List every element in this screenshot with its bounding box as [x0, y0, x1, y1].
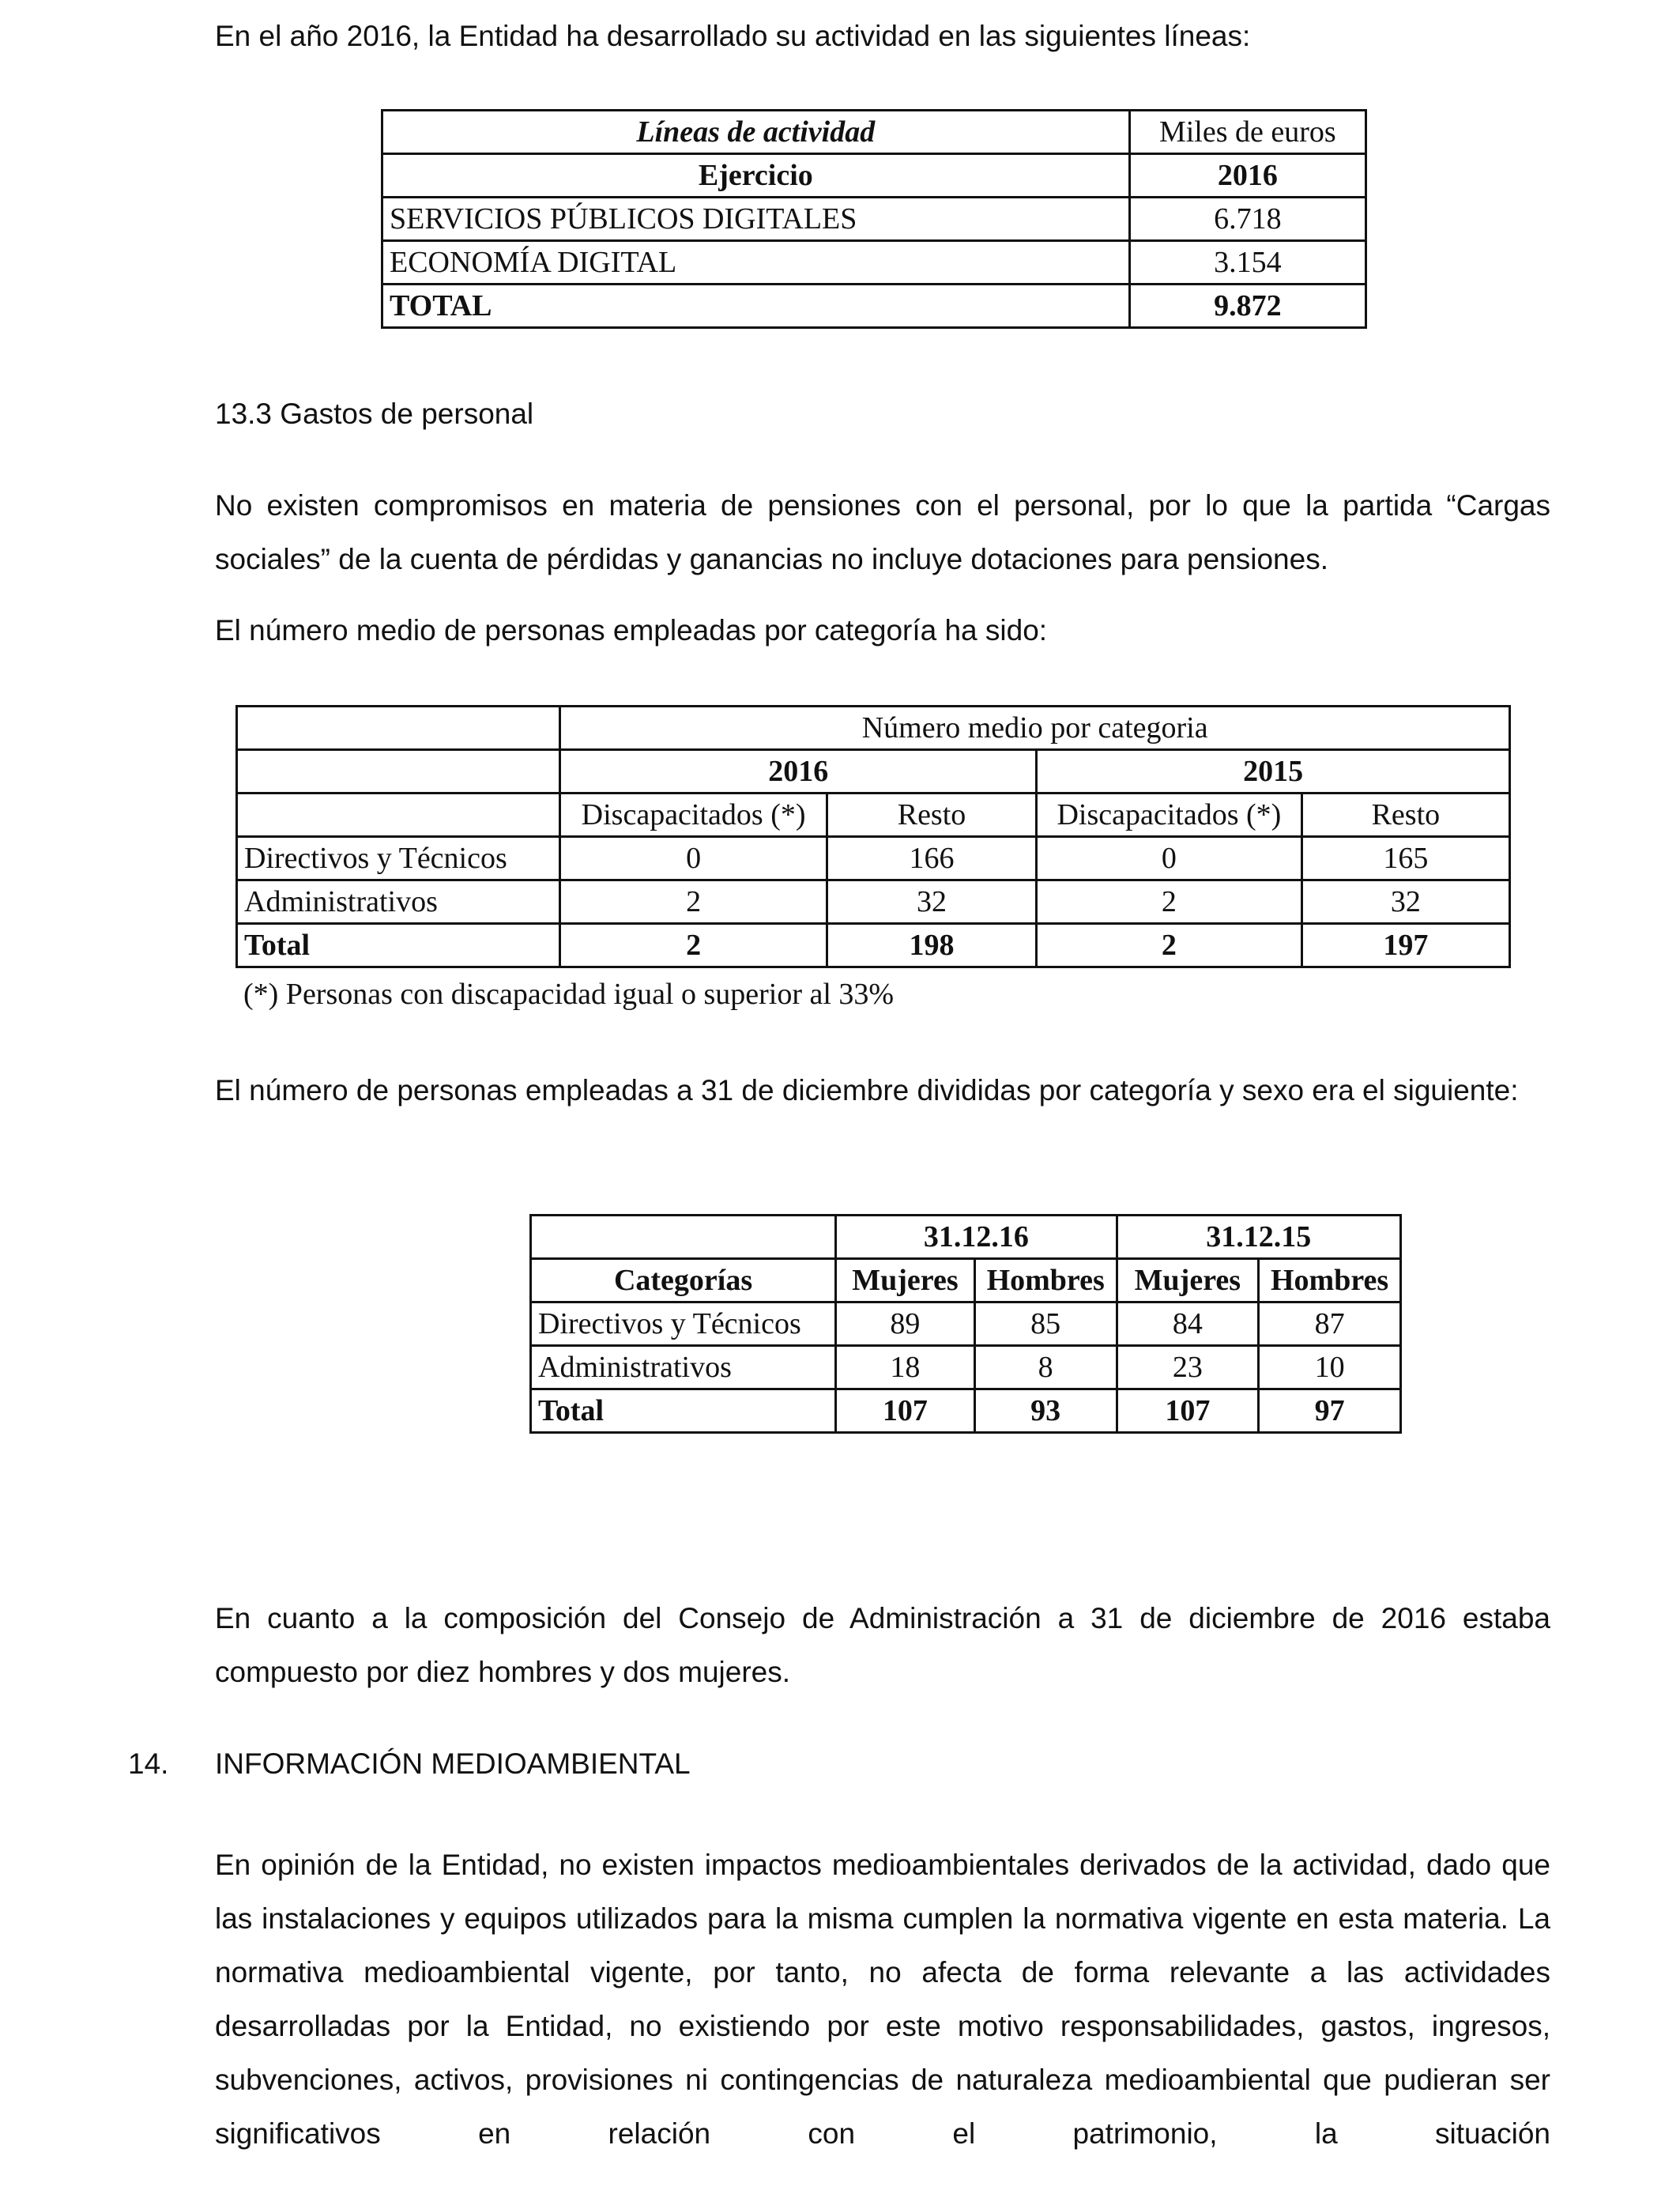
table2-year-a: 2016 — [560, 750, 1037, 794]
table3-col-women-a: Mujeres — [836, 1259, 975, 1302]
table-row — [237, 880, 1510, 924]
table2-total-cell: 198 — [827, 924, 1036, 967]
table3-total-cell: 97 — [1259, 1389, 1401, 1433]
table2-footnote: (*) Personas con discapacidad igual o superior al 33% — [243, 978, 895, 1011]
table3-cell: 18 — [836, 1346, 975, 1389]
section-14-number: 14. — [128, 1747, 169, 1780]
table3-cell: 8 — [974, 1346, 1117, 1389]
table-row-total — [237, 924, 1510, 967]
table2-title: Número medio por categoria — [560, 707, 1510, 750]
environmental-paragraph: En opinión de la Entidad, no existen impactos medioambientales derivados de la actividad, dado que las instalaciones y equipos utilizados para la misma cumplen la normativa vigente en esta materia. La normativa medioambiental vigente, por tanto, no afecta de forma relevante a las actividades desarrolladas por la Entidad, no existiendo por este motivo responsabilidades, gastos, ingresos, subvenciones, activos, provisiones ni contingencias de naturaleza medioambiental que pudieran ser significativos en relación con el patrimonio, la situación — [215, 1849, 1550, 2150]
table1-header-thousands: Miles de euros — [1129, 111, 1365, 154]
table1-header-lines: Líneas de actividad — [382, 111, 1130, 154]
table2-cell: 166 — [827, 837, 1036, 880]
pensions-paragraph: No existen compromisos en materia de pensiones con el personal, por lo que la partida “Cargas sociales” de la cuenta de pérdidas y ganancias no incluye dotaciones para pensiones. — [215, 489, 1550, 575]
table-row-total — [531, 1389, 1401, 1433]
table2-col-disabled-b: Discapacitados (*) — [1037, 794, 1302, 837]
table2-row-label: Directivos y Técnicos — [237, 837, 560, 880]
section-14-title: INFORMACIÓN MEDIOAMBIENTAL — [215, 1747, 691, 1780]
employees-by-sex-table — [529, 1214, 1402, 1434]
table2-col-rest-b: Resto — [1301, 794, 1509, 837]
table3-col-women-b: Mujeres — [1117, 1259, 1259, 1302]
table2-total-cell: 2 — [1037, 924, 1302, 967]
table2-cell: 32 — [827, 880, 1036, 924]
table3-total-cell: 107 — [1117, 1389, 1259, 1433]
table3-date-b: 31.12.15 — [1117, 1216, 1400, 1259]
section-13-3-heading: 13.3 Gastos de personal — [215, 398, 534, 430]
table3-cell: 10 — [1259, 1346, 1401, 1389]
table1-row-label: ECONOMÍA DIGITAL — [382, 241, 1130, 285]
table-row — [531, 1302, 1401, 1346]
table2-cell: 2 — [560, 880, 827, 924]
table2-year-b: 2015 — [1037, 750, 1510, 794]
table-row — [531, 1346, 1401, 1389]
table2-row-label: Administrativos — [237, 880, 560, 924]
table2-cell: 2 — [1037, 880, 1302, 924]
average-employees-intro: El número medio de personas empleadas por categoría ha sido: — [215, 614, 1048, 647]
table3-total-label: Total — [531, 1389, 836, 1433]
table2-total-cell: 2 — [560, 924, 827, 967]
table2-col-disabled-a: Discapacitados (*) — [560, 794, 827, 837]
table-row — [382, 198, 1366, 241]
table2-total-label: Total — [237, 924, 560, 967]
table1-row-value: 6.718 — [1129, 198, 1365, 241]
table2-cell: 165 — [1301, 837, 1509, 880]
employees-by-sex-intro: El número de personas empleadas a 31 de diciembre divididas por categoría y sexo era el siguiente: — [215, 1074, 1519, 1106]
table2-cell: 32 — [1301, 880, 1509, 924]
table1-total-label: TOTAL — [382, 285, 1130, 328]
table3-total-cell: 107 — [836, 1389, 975, 1433]
table1-row-label: SERVICIOS PÚBLICOS DIGITALES — [382, 198, 1130, 241]
table-row — [237, 837, 1510, 880]
table2-col-rest-a: Resto — [827, 794, 1036, 837]
table-row — [382, 241, 1366, 285]
average-employees-table — [235, 705, 1511, 968]
table2-total-cell: 197 — [1301, 924, 1509, 967]
table1-subheader-year: 2016 — [1129, 154, 1365, 198]
table3-row-label: Administrativos — [531, 1346, 836, 1389]
table3-row-label: Directivos y Técnicos — [531, 1302, 836, 1346]
table3-date-a: 31.12.16 — [836, 1216, 1117, 1259]
table1-subheader-year-label: Ejercicio — [382, 154, 1130, 198]
table1-total-value: 9.872 — [1129, 285, 1365, 328]
table3-total-cell: 93 — [974, 1389, 1117, 1433]
table3-cell: 85 — [974, 1302, 1117, 1346]
table-row-total — [382, 285, 1366, 328]
table3-col-men-b: Hombres — [1259, 1259, 1401, 1302]
table3-cell: 87 — [1259, 1302, 1401, 1346]
table3-col-men-a: Hombres — [974, 1259, 1117, 1302]
table1-row-value: 3.154 — [1129, 241, 1365, 285]
table3-cell: 23 — [1117, 1346, 1259, 1389]
table3-col-category: Categorías — [531, 1259, 836, 1302]
table2-cell: 0 — [1037, 837, 1302, 880]
board-composition-paragraph: En cuanto a la composición del Consejo de Administración a 31 de diciembre de 2016 estaba compuesto por diez hombres y dos mujeres. — [215, 1602, 1550, 1688]
table3-cell: 89 — [836, 1302, 975, 1346]
activity-lines-table — [381, 109, 1367, 329]
intro-paragraph: En el año 2016, la Entidad ha desarrollado su actividad en las siguientes líneas: — [215, 20, 1251, 52]
table2-cell: 0 — [560, 837, 827, 880]
table3-cell: 84 — [1117, 1302, 1259, 1346]
